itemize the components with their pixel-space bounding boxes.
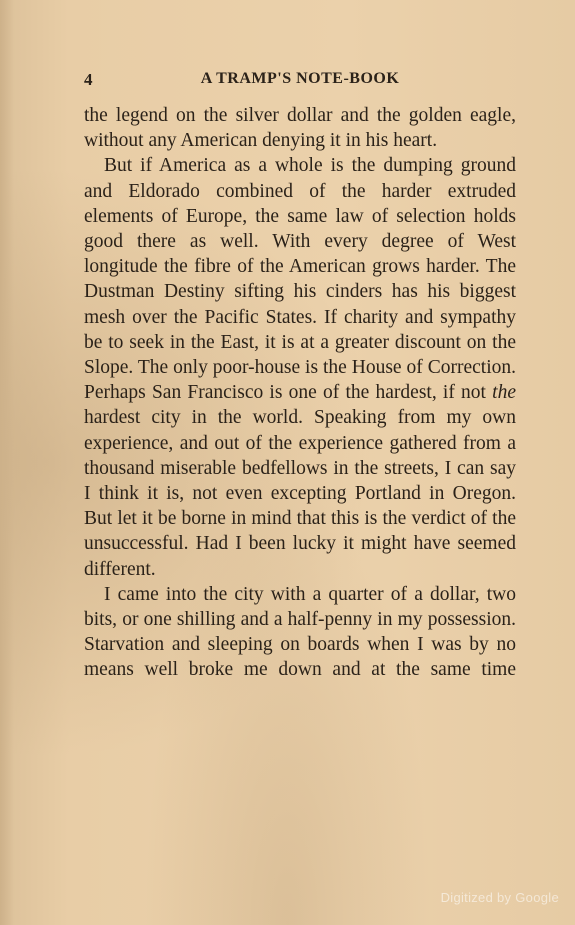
paragraph-1: the legend on the silver dollar and the golden eagle, without any American denying it in his heart. — [84, 105, 516, 152]
body-text — [84, 103, 516, 683]
emphasis: the — [492, 382, 516, 404]
page-number: 4 — [84, 70, 93, 89]
running-head: A TRAMP'S NOTE-BOOK — [200, 70, 400, 87]
page-header — [84, 70, 516, 94]
paragraph-3: I came into the city with a quarter of a dollar, two bits, or one shilling and a half-penny in my possession. Starvation and sleeping on boards when I was by no means well broke me down and at the same time — [84, 583, 516, 681]
paragraph-2: But if America as a whole is the dumping ground and Eldorado combined of the harder extruded elements of Europe, the same law of selection holds good there as well. With every degree of West longitude the fibre of the American grows harder. The Dustman Destiny sifting his cinders has his biggest mesh over the Pacific States. If charity and sympathy be to seek in the East, it is at a greater discount on the Slope. The only poor-house is the House of Correction. Perhaps San Francisco is one of the hardest, if not the hardest city in the world. Speaking from my own experience, and out of the experience gathered from a thousand miserable bedfellows in the streets, I can say I think it is, not even excepting Portland in Oregon. But let it be borne in mind that this is the verdict of the unsuccessful. Had I been lucky it might have seemed different. — [84, 155, 516, 580]
digitization-watermark: Digitized by Google — [440, 890, 559, 905]
page-gutter-shadow — [0, 0, 14, 925]
